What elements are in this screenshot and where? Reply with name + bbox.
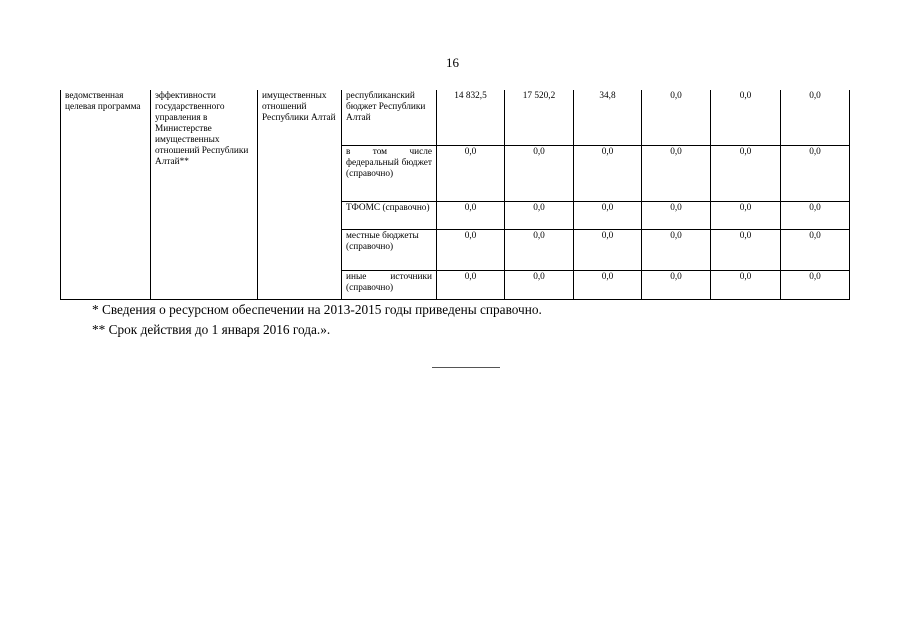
funding-source-cell bbox=[342, 270, 437, 299]
footnotes bbox=[92, 300, 542, 340]
page-number: 16 bbox=[446, 55, 459, 70]
value-cell: 0,0 bbox=[711, 90, 781, 145]
value-cell: 0,0 bbox=[505, 145, 574, 201]
value-cell: 0,0 bbox=[711, 270, 781, 299]
program-type-cell: ведомственная целевая программа bbox=[61, 90, 151, 299]
value-cell: 0,0 bbox=[781, 229, 850, 270]
funding-source-cell: местные бюджеты (справочно) bbox=[342, 229, 437, 270]
value-cell: 0,0 bbox=[781, 90, 850, 145]
value-cell: 0,0 bbox=[437, 201, 505, 229]
value-cell: 0,0 bbox=[642, 201, 711, 229]
value-cell: 0,0 bbox=[574, 229, 642, 270]
value-cell: 14 832,5 bbox=[437, 90, 505, 145]
value-cell: 0,0 bbox=[437, 229, 505, 270]
table-row bbox=[61, 90, 850, 145]
end-divider bbox=[432, 367, 500, 368]
funding-source-label: в том числе федеральный бюджет (справочно) bbox=[346, 146, 432, 179]
value-cell: 34,8 bbox=[574, 90, 642, 145]
value-cell: 0,0 bbox=[781, 270, 850, 299]
value-cell: 0,0 bbox=[781, 201, 850, 229]
value-cell: 0,0 bbox=[574, 270, 642, 299]
program-title-cell: эффективности государственного управления в Министерстве имущественных отношений Республики Алтай** bbox=[151, 90, 258, 299]
program-executor-cell: имущественных отношений Республики Алтай bbox=[258, 90, 342, 299]
value-cell: 0,0 bbox=[574, 145, 642, 201]
funding-source-cell: республиканский бюджет Республики Алтай bbox=[342, 90, 437, 145]
value-cell: 0,0 bbox=[574, 201, 642, 229]
value-cell: 0,0 bbox=[642, 90, 711, 145]
value-cell: 17 520,2 bbox=[505, 90, 574, 145]
funding-source-cell bbox=[342, 145, 437, 201]
funding-source-label: иные источники (справочно) bbox=[346, 271, 432, 293]
footnote: ** Срок действия до 1 января 2016 года.». bbox=[92, 322, 331, 337]
footnote: * Сведения о ресурсном обеспечении на 2013-2015 годы приведены справочно. bbox=[92, 302, 542, 317]
value-cell: 0,0 bbox=[711, 201, 781, 229]
funding-source-cell: ТФОМС (справочно) bbox=[342, 201, 437, 229]
value-cell: 0,0 bbox=[642, 145, 711, 201]
value-cell: 0,0 bbox=[642, 229, 711, 270]
value-cell: 0,0 bbox=[505, 201, 574, 229]
value-cell: 0,0 bbox=[505, 229, 574, 270]
value-cell: 0,0 bbox=[781, 145, 850, 201]
resource-table bbox=[60, 90, 850, 300]
value-cell: 0,0 bbox=[642, 270, 711, 299]
value-cell: 0,0 bbox=[505, 270, 574, 299]
value-cell: 0,0 bbox=[437, 145, 505, 201]
value-cell: 0,0 bbox=[711, 229, 781, 270]
value-cell: 0,0 bbox=[711, 145, 781, 201]
value-cell: 0,0 bbox=[437, 270, 505, 299]
